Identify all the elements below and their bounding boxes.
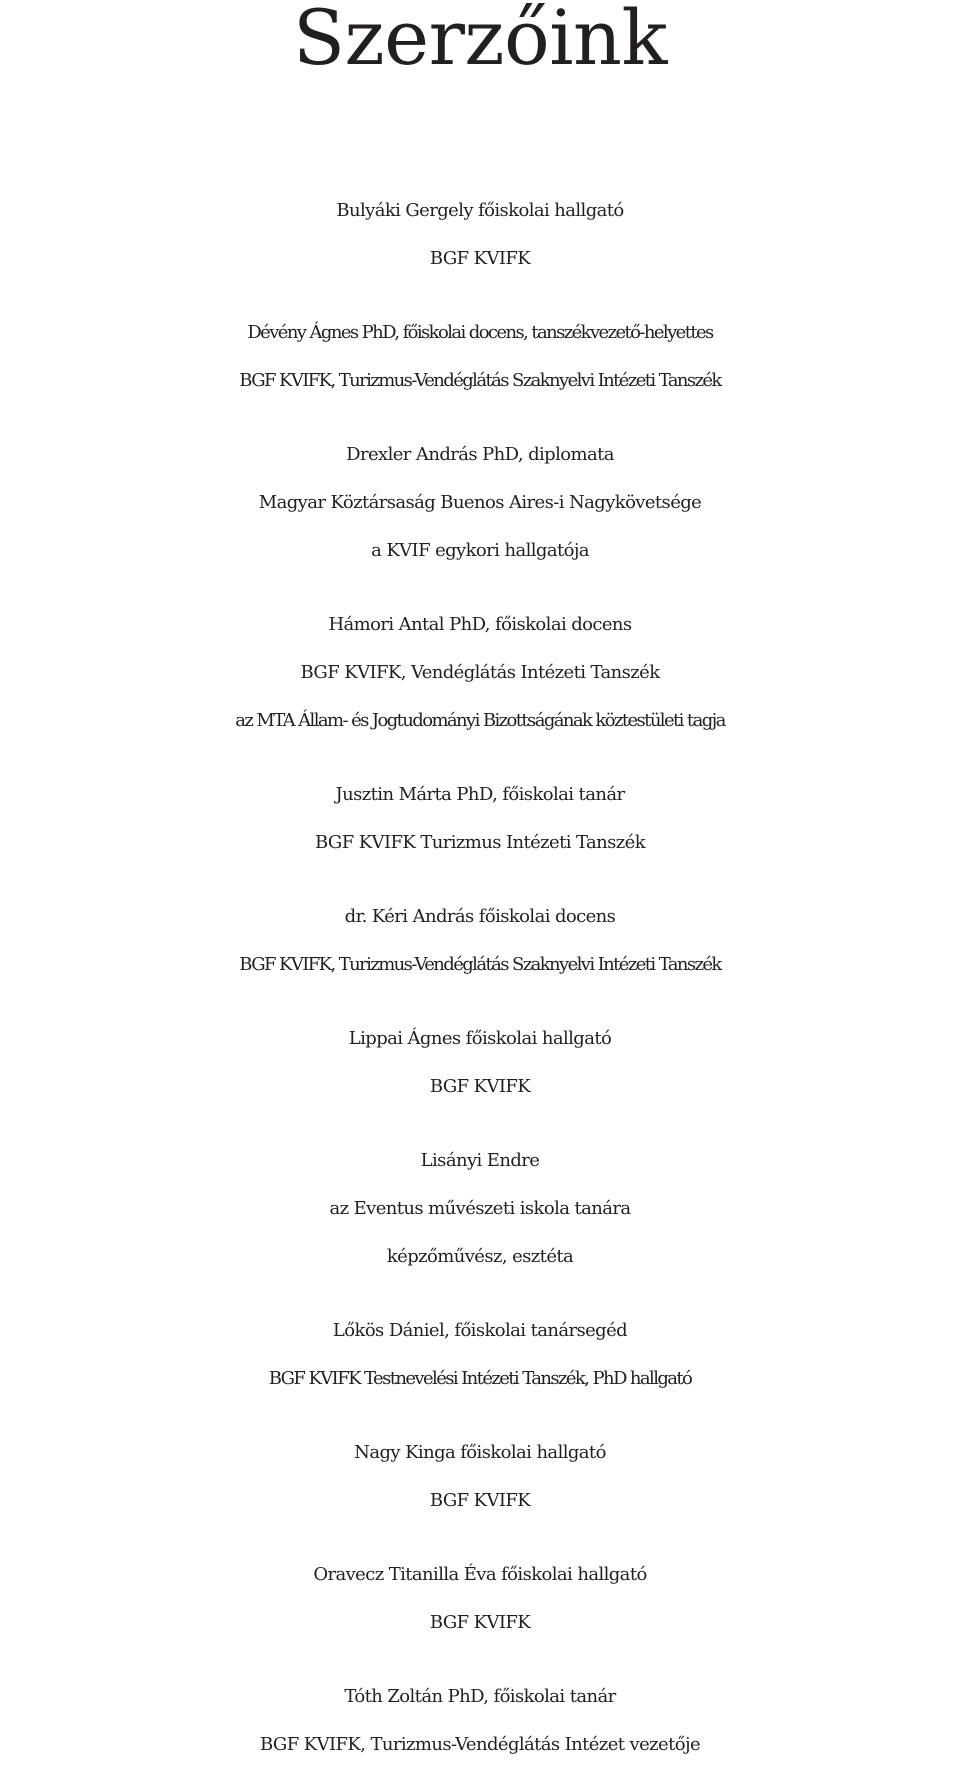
- author-name-line: Dévény Ágnes PhD, főiskolai docens, tanszékvezető-helyettes: [247, 322, 713, 343]
- author-affiliation-line: BGF KVIFK, Vendéglátás Intézeti Tanszék: [300, 662, 660, 683]
- author-entry-lisanyi: [0, 1137, 960, 1281]
- author-entry-drexler: [0, 431, 960, 575]
- author-entry-lokos: [0, 1307, 960, 1403]
- author-entry-keri: [0, 893, 960, 989]
- author-name-line: Oravecz Titanilla Éva főiskolai hallgató: [313, 1564, 647, 1585]
- author-entry-lippai: [0, 1015, 960, 1111]
- author-list: [0, 187, 960, 1769]
- author-affiliation-line: az MTA Állam- és Jogtudományi Bizottságának köztestületi tagja: [235, 710, 725, 731]
- author-affiliation-line: BGF KVIFK Testnevelési Intézeti Tanszék, PhD hallgató: [268, 1368, 692, 1389]
- author-affiliation-line: BGF KVIFK, Turizmus-Vendéglátás Intézet vezetője: [259, 1734, 701, 1755]
- author-affiliation-line: képzőművész, esztéta: [386, 1246, 574, 1267]
- page-title: Szerzőink: [292, 0, 667, 82]
- author-name-line: Nagy Kinga főiskolai hallgató: [354, 1442, 606, 1463]
- author-name-line: Lőkös Dániel, főiskolai tanársegéd: [332, 1320, 628, 1341]
- author-affiliation-line: BGF KVIFK Turizmus Intézeti Tanszék: [314, 832, 646, 853]
- author-name-line: Jusztin Márta PhD, főiskolai tanár: [335, 784, 625, 805]
- author-name-line: Hámori Antal PhD, főiskolai docens: [328, 614, 632, 635]
- author-affiliation-line: BGF KVIFK, Turizmus-Vendéglátás Szaknyelvi Intézeti Tanszék: [239, 954, 721, 975]
- author-entry-toth: [0, 1673, 960, 1769]
- author-name-line: Lisányi Endre: [420, 1150, 540, 1171]
- author-affiliation-line: BGF KVIFK: [429, 248, 531, 269]
- author-affiliation-line: BGF KVIFK: [429, 1490, 531, 1511]
- author-affiliation-line: Magyar Köztársaság Buenos Aires-i Nagykövetsége: [258, 492, 702, 513]
- author-affiliation-line: BGF KVIFK, Turizmus-Vendéglátás Szaknyelvi Intézeti Tanszék: [239, 370, 721, 391]
- author-name-line: Tóth Zoltán PhD, főiskolai tanár: [344, 1686, 616, 1707]
- author-entry-oravecz: [0, 1551, 960, 1647]
- author-entry-nagy: [0, 1429, 960, 1525]
- author-name-line: dr. Kéri András főiskolai docens: [344, 906, 616, 927]
- author-entry-bulyaki: [0, 187, 960, 283]
- author-name-line: Bulyáki Gergely főiskolai hallgató: [336, 200, 624, 221]
- author-name-line: Lippai Ágnes főiskolai hallgató: [348, 1028, 612, 1049]
- author-affiliation-line: az Eventus művészeti iskola tanára: [329, 1198, 631, 1219]
- author-affiliation-line: BGF KVIFK: [429, 1076, 531, 1097]
- author-entry-deveny: [0, 309, 960, 405]
- author-entry-jusztin: [0, 771, 960, 867]
- author-name-line: Drexler András PhD, diplomata: [346, 444, 614, 465]
- author-entry-hamori: [0, 601, 960, 745]
- author-affiliation-line: BGF KVIFK: [429, 1612, 531, 1633]
- author-affiliation-line: a KVIF egykori hallgatója: [371, 540, 589, 561]
